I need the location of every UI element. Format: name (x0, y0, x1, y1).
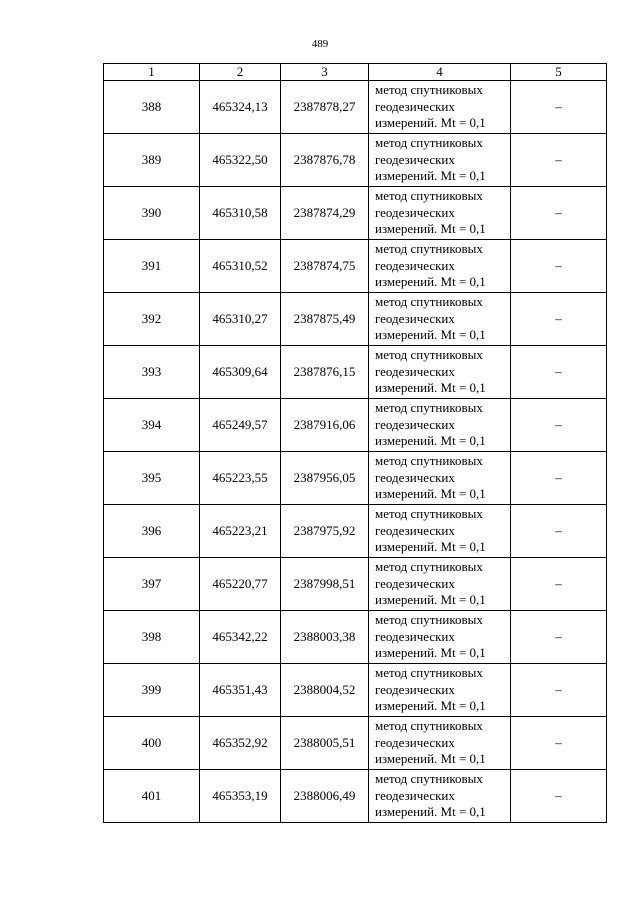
table-row (104, 399, 607, 452)
method-line: геодезических (375, 628, 455, 644)
method-line: измерений. Mt = 0,1 (375, 751, 486, 767)
note-cell: – (511, 293, 607, 346)
method-cell (369, 558, 511, 611)
coordinates-table (103, 63, 607, 823)
column-header-4: 4 (369, 64, 511, 81)
method-line: геодезических (375, 257, 455, 273)
point-number-cell: 390 (104, 187, 200, 240)
x-coordinate-cell: 465310,27 (200, 293, 281, 346)
table-row (104, 134, 607, 187)
y-coordinate-cell: 2388005,51 (281, 717, 369, 770)
table-row (104, 452, 607, 505)
method-line: метод спутниковых (375, 718, 483, 734)
method-line: метод спутниковых (375, 347, 483, 363)
method-line: геодезических (375, 522, 455, 538)
method-line: измерений. Mt = 0,1 (375, 274, 486, 290)
table-row (104, 187, 607, 240)
method-line: геодезических (375, 681, 455, 697)
method-line: метод спутниковых (375, 241, 483, 257)
method-line: измерений. Mt = 0,1 (375, 592, 486, 608)
method-line: геодезических (375, 469, 455, 485)
point-number-cell: 396 (104, 505, 200, 558)
x-coordinate-cell: 465223,55 (200, 452, 281, 505)
method-cell (369, 717, 511, 770)
table-row (104, 558, 607, 611)
method-cell (369, 187, 511, 240)
y-coordinate-cell: 2387916,06 (281, 399, 369, 452)
x-coordinate-cell: 465353,19 (200, 770, 281, 823)
table-row (104, 505, 607, 558)
table-header-row (104, 64, 607, 81)
method-cell (369, 134, 511, 187)
method-line: измерений. Mt = 0,1 (375, 221, 486, 237)
point-number-cell: 392 (104, 293, 200, 346)
note-cell: – (511, 558, 607, 611)
point-number-cell: 389 (104, 134, 200, 187)
note-cell: – (511, 81, 607, 134)
point-number-cell: 397 (104, 558, 200, 611)
y-coordinate-cell: 2387998,51 (281, 558, 369, 611)
method-line: измерений. Mt = 0,1 (375, 115, 486, 131)
method-cell (369, 611, 511, 664)
method-line: геодезических (375, 310, 455, 326)
x-coordinate-cell: 465249,57 (200, 399, 281, 452)
method-line: измерений. Mt = 0,1 (375, 539, 486, 555)
point-number-cell: 394 (104, 399, 200, 452)
y-coordinate-cell: 2387975,92 (281, 505, 369, 558)
y-coordinate-cell: 2388006,49 (281, 770, 369, 823)
point-number-cell: 400 (104, 717, 200, 770)
method-line: измерений. Mt = 0,1 (375, 380, 486, 396)
method-line: измерений. Mt = 0,1 (375, 645, 486, 661)
method-line: измерений. Mt = 0,1 (375, 433, 486, 449)
note-cell: – (511, 134, 607, 187)
y-coordinate-cell: 2387878,27 (281, 81, 369, 134)
method-line: измерений. Mt = 0,1 (375, 327, 486, 343)
method-line: измерений. Mt = 0,1 (375, 698, 486, 714)
x-coordinate-cell: 465342,22 (200, 611, 281, 664)
note-cell: – (511, 240, 607, 293)
table-row (104, 611, 607, 664)
method-line: метод спутниковых (375, 294, 483, 310)
method-cell (369, 664, 511, 717)
method-cell (369, 505, 511, 558)
method-cell (369, 399, 511, 452)
x-coordinate-cell: 465220,77 (200, 558, 281, 611)
table-row (104, 717, 607, 770)
point-number-cell: 393 (104, 346, 200, 399)
x-coordinate-cell: 465223,21 (200, 505, 281, 558)
method-line: метод спутниковых (375, 188, 483, 204)
method-line: метод спутниковых (375, 453, 483, 469)
x-coordinate-cell: 465324,13 (200, 81, 281, 134)
y-coordinate-cell: 2388003,38 (281, 611, 369, 664)
y-coordinate-cell: 2388004,52 (281, 664, 369, 717)
method-cell (369, 452, 511, 505)
column-header-5: 5 (511, 64, 607, 81)
y-coordinate-cell: 2387874,75 (281, 240, 369, 293)
note-cell: – (511, 717, 607, 770)
table-row (104, 346, 607, 399)
method-line: геодезических (375, 734, 455, 750)
x-coordinate-cell: 465309,64 (200, 346, 281, 399)
method-cell (369, 770, 511, 823)
method-cell (369, 293, 511, 346)
note-cell: – (511, 452, 607, 505)
method-line: геодезических (375, 416, 455, 432)
column-header-2: 2 (200, 64, 281, 81)
method-line: геодезических (375, 151, 455, 167)
table-row (104, 293, 607, 346)
note-cell: – (511, 611, 607, 664)
x-coordinate-cell: 465322,50 (200, 134, 281, 187)
table-row (104, 240, 607, 293)
method-line: метод спутниковых (375, 135, 483, 151)
y-coordinate-cell: 2387876,78 (281, 134, 369, 187)
method-line: метод спутниковых (375, 771, 483, 787)
column-header-1: 1 (104, 64, 200, 81)
method-line: метод спутниковых (375, 559, 483, 575)
point-number-cell: 391 (104, 240, 200, 293)
column-header-3: 3 (281, 64, 369, 81)
point-number-cell: 398 (104, 611, 200, 664)
note-cell: – (511, 399, 607, 452)
y-coordinate-cell: 2387875,49 (281, 293, 369, 346)
method-cell (369, 81, 511, 134)
note-cell: – (511, 505, 607, 558)
method-line: геодезических (375, 204, 455, 220)
method-line: геодезических (375, 575, 455, 591)
method-cell (369, 346, 511, 399)
note-cell: – (511, 770, 607, 823)
x-coordinate-cell: 465351,43 (200, 664, 281, 717)
method-line: геодезических (375, 98, 455, 114)
method-line: метод спутниковых (375, 82, 483, 98)
y-coordinate-cell: 2387876,15 (281, 346, 369, 399)
y-coordinate-cell: 2387874,29 (281, 187, 369, 240)
method-line: геодезических (375, 363, 455, 379)
method-cell (369, 240, 511, 293)
method-line: геодезических (375, 787, 455, 803)
x-coordinate-cell: 465352,92 (200, 717, 281, 770)
table-body (104, 81, 607, 823)
table-row (104, 81, 607, 134)
method-line: метод спутниковых (375, 400, 483, 416)
point-number-cell: 401 (104, 770, 200, 823)
table-row (104, 664, 607, 717)
x-coordinate-cell: 465310,58 (200, 187, 281, 240)
method-line: метод спутниковых (375, 612, 483, 628)
point-number-cell: 399 (104, 664, 200, 717)
method-line: измерений. Mt = 0,1 (375, 804, 486, 820)
method-line: метод спутниковых (375, 506, 483, 522)
method-line: измерений. Mt = 0,1 (375, 168, 486, 184)
point-number-cell: 388 (104, 81, 200, 134)
y-coordinate-cell: 2387956,05 (281, 452, 369, 505)
method-line: измерений. Mt = 0,1 (375, 486, 486, 502)
point-number-cell: 395 (104, 452, 200, 505)
method-line: метод спутниковых (375, 665, 483, 681)
note-cell: – (511, 346, 607, 399)
note-cell: – (511, 664, 607, 717)
page-number: 489 (311, 38, 329, 50)
table-row (104, 770, 607, 823)
note-cell: – (511, 187, 607, 240)
x-coordinate-cell: 465310,52 (200, 240, 281, 293)
